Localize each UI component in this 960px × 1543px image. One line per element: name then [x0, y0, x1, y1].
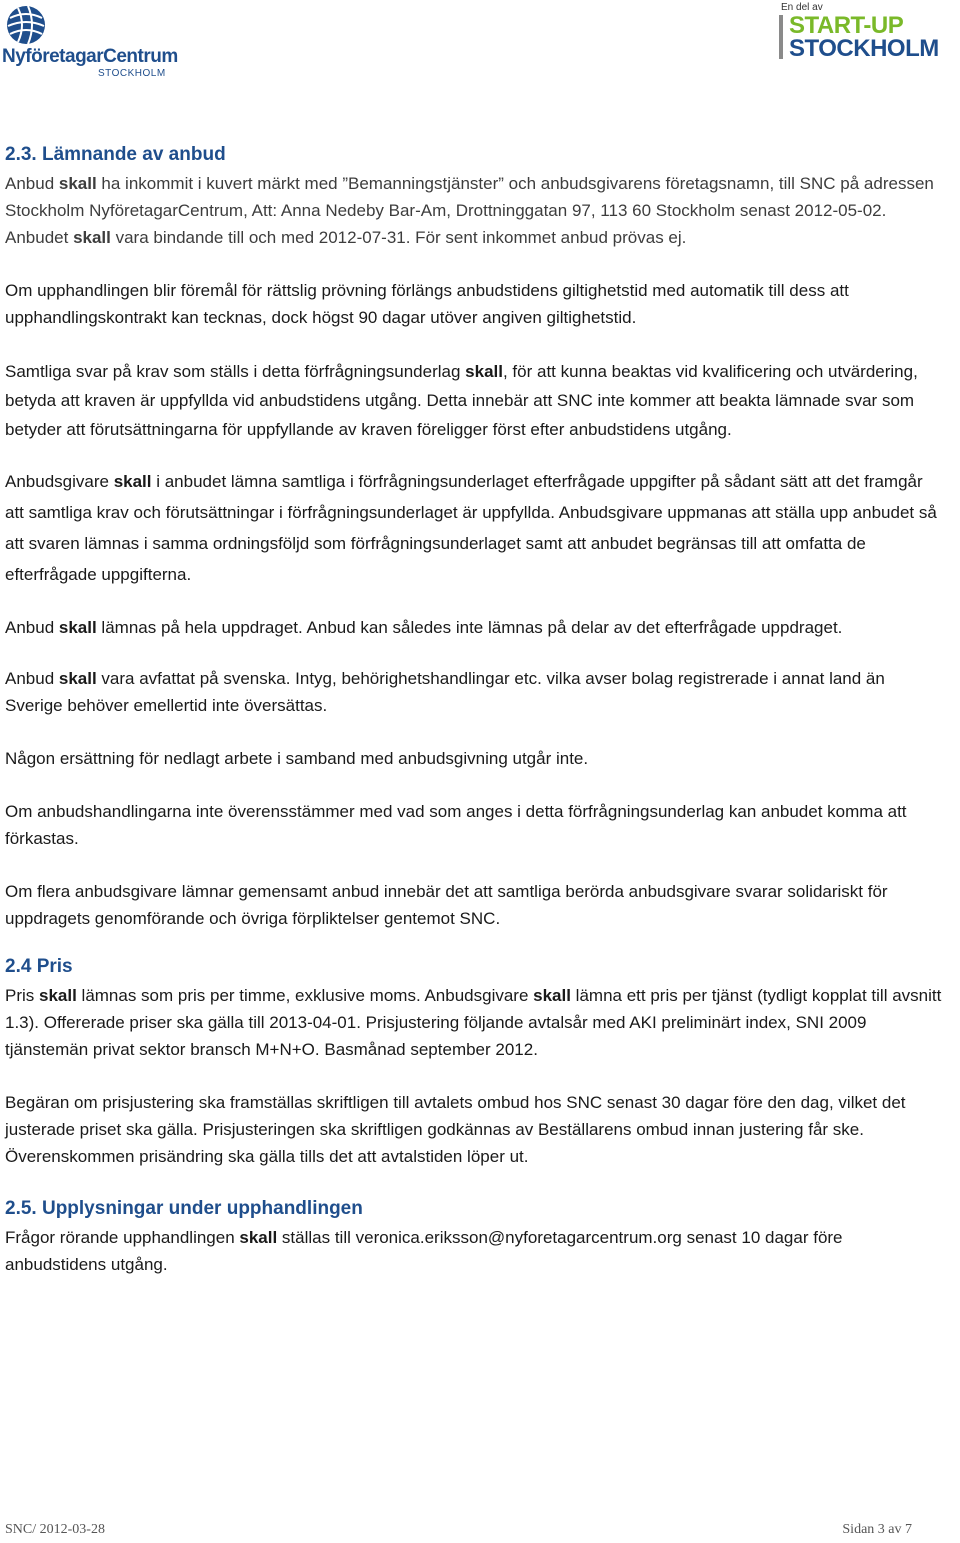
paragraph: Anbudsgivare skall i anbudet lämna samtliga i förfrågningsunderlaget efterfrågade uppgifter på sådant sätt att det framgår att samtliga krav och förutsättningar i förfrågningsunderlaget är uppfyllda. Anbudsgivare uppmanas att ställa upp anbudet så att svaren lämnas i samma ordningsföljd som förfrågningsunderlaget samt att anbudet begränsas till att omfatta de efterfrågade uppgifterna. — [5, 472, 937, 584]
paragraph: Samtliga svar på krav som ställs i detta förfrågningsunderlag skall, för att kunna beaktas vid kvalificering och utvärdering, betyda att kraven är uppfyllda vid anbudstidens utgång. Detta innebär att SNC inte kommer att beakta lämnade svar som betyder att förutsättningarna för uppfyllande av kraven föreligger först efter anbudstidens utgång. — [5, 362, 918, 439]
paragraph: Begäran om prisjustering ska framställas skriftligen till avtalets ombud hos SNC senast 30 dagar före den dag, vilket det justerade priset ska gälla. Prisjusteringen ska skriftligen godkännas av Beställarens ombud innan justering får ske. Överenskommen prisändring ska gälla tills det att avtalstiden löper ut. — [5, 1093, 906, 1166]
page-footer — [5, 1522, 912, 1538]
start-up-stockholm-logo — [779, 2, 954, 64]
globe-icon — [6, 4, 46, 46]
footer-date: SNC/ 2012-03-28 — [5, 1522, 105, 1537]
logo-right-small: En del av — [781, 2, 823, 13]
paragraph: Om anbudshandlingarna inte överensstämmer med vad som anges i detta förfrågningsunderlag kan anbudet komma att förkastas. — [5, 802, 907, 848]
paragraph: Om upphandlingen blir föremål för rättslig prövning förlängs anbudstidens giltighetstid med automatik till dess att upphandlingskontrakt kan tecknas, dock högst 90 dagar utöver angiven giltighetstid. — [5, 281, 849, 327]
page-number: Sidan 3 av 7 — [842, 1522, 912, 1537]
paragraph: Anbud skall ha inkommit i kuvert märkt med ”Bemanningstjänster” och anbudsgivarens företagsnamn, till SNC på adressen Stockholm NyföretagarCentrum, Att: Anna Nedeby Bar-Am, Drottninggatan 97, 113 60 Stockholm senast 2012-05-02. Anbudet skall vara bindande till och med 2012-07-31. För sent inkommet anbud prövas ej. — [5, 174, 934, 247]
logo-right-line1: START-UP — [789, 12, 904, 39]
paragraph: Frågor rörande upphandlingen skall ställas till veronica.eriksson@nyforetagarcentrum.org senast 10 dagar före anbudstidens utgång. — [5, 1228, 843, 1274]
logo-left-sub: STOCKHOLM — [98, 68, 166, 79]
paragraph: Pris skall lämnas som pris per timme, exklusive moms. Anbudsgivare skall lämna ett pris per tjänst (tydligt kopplat till avsnitt 1.3). Offererade priser ska gälla till 2013-04-01. Prisjustering följande avtalsår med AKI preliminärt index, SNI 2009 tjänstemän privat sektor bransch M+N+O. Basmånad september 2012. — [5, 986, 942, 1059]
section-heading: 2.5. Upplysningar under upphandlingen — [5, 1198, 363, 1219]
paragraph: Anbud skall lämnas på hela uppdraget. Anbud kan således inte lämnas på delar av det efterfrågade uppdraget. — [5, 618, 843, 637]
paragraph: Anbud skall vara avfattat på svenska. Intyg, behörighetshandlingar etc. vilka avser bolag registrerade i annat land än Sverige behöver emellertid inte översättas. — [5, 669, 885, 715]
nyforetagarcentrum-logo — [2, 2, 178, 80]
section-heading: 2.4 Pris — [5, 956, 73, 977]
document-body — [5, 140, 945, 1278]
paragraph: Om flera anbudsgivare lämnar gemensamt anbud innebär det att samtliga berörda anbudsgivare svarar solidariskt för uppdragets genomförande och övriga förpliktelser gentemot SNC. — [5, 882, 888, 928]
logo-bar — [779, 15, 783, 59]
section-heading: 2.3. Lämnande av anbud — [5, 144, 226, 165]
paragraph: Någon ersättning för nedlagt arbete i samband med anbudsgivning utgår inte. — [5, 749, 589, 768]
logo-left-text: NyföretagarCentrum — [2, 46, 178, 67]
logo-right-line2: STOCKHOLM — [789, 35, 939, 62]
